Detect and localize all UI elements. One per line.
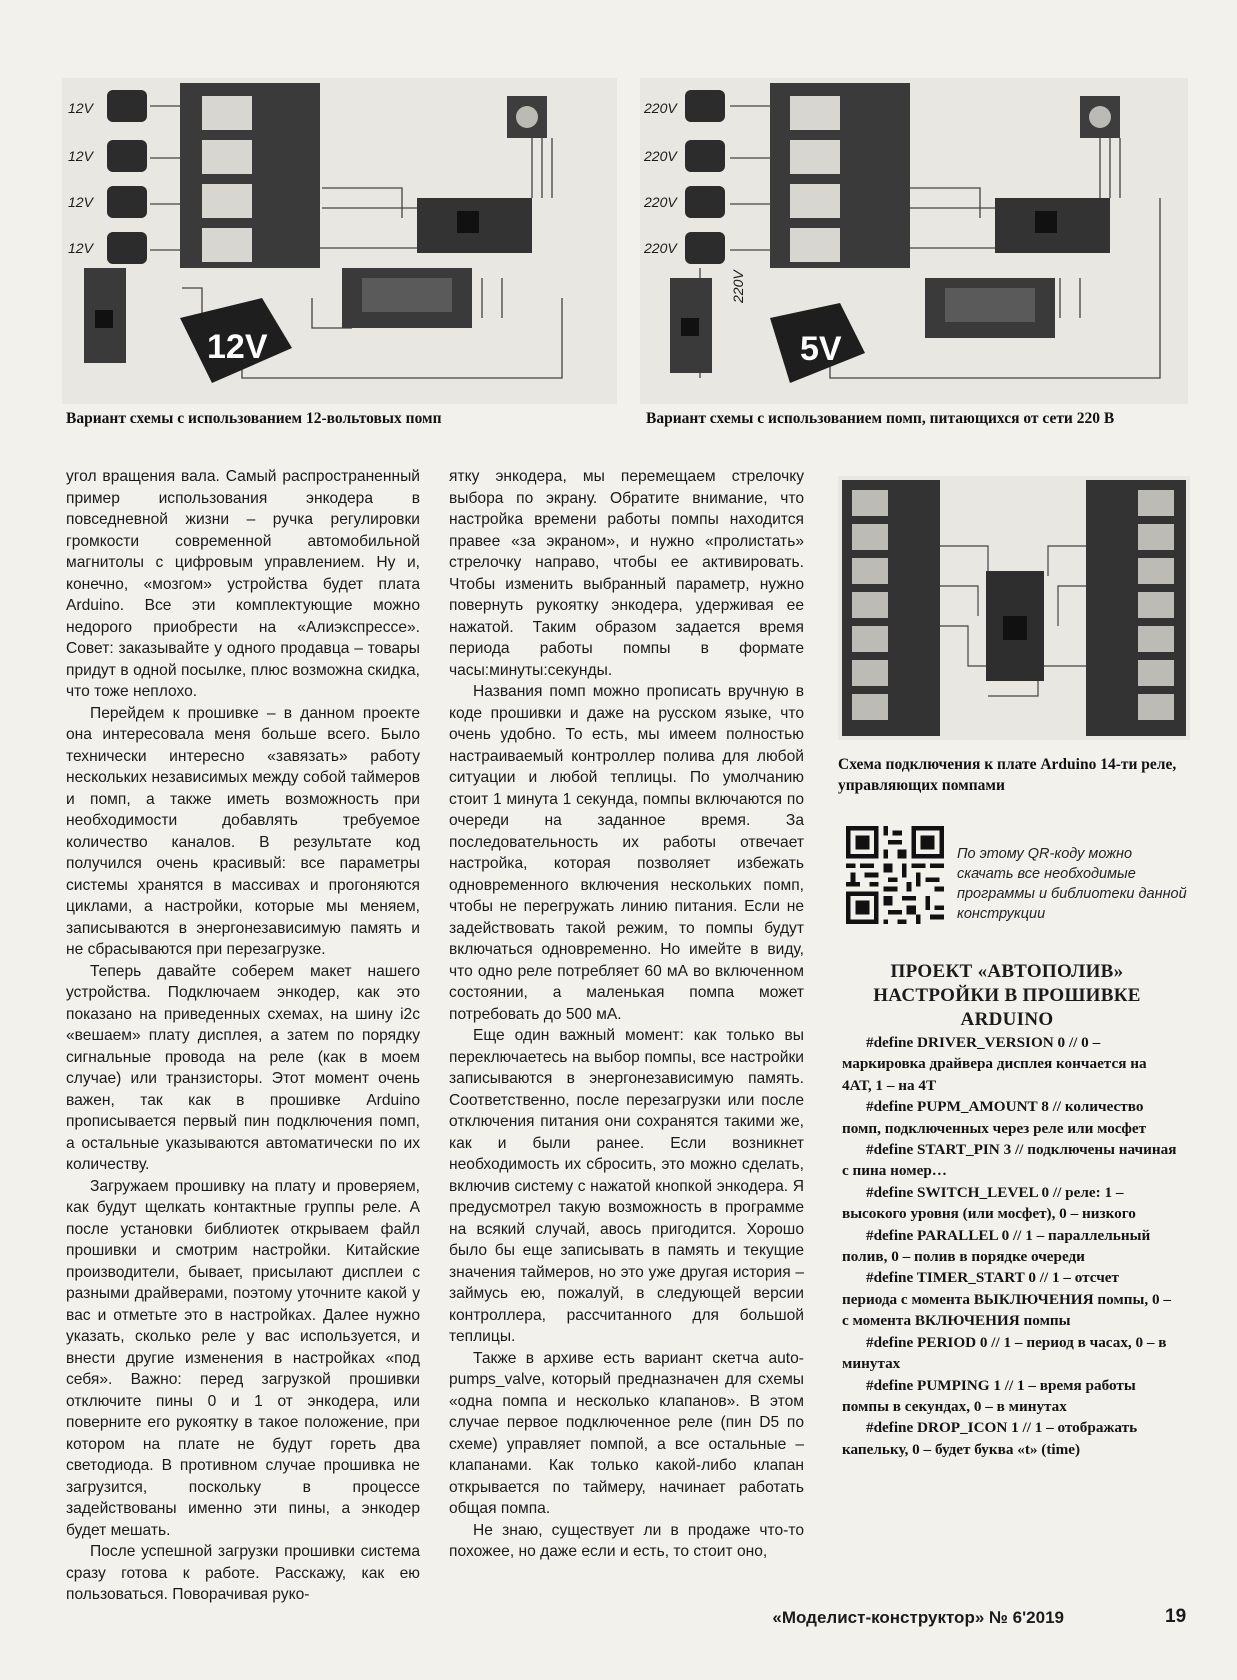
pump-label-1: 220V — [644, 100, 677, 116]
define-drop-icon: #define DROP_ICON 1 // 1 – отображать капельку, 0 – будет буква «t» (time) — [842, 1419, 1138, 1458]
qr-caption: По этому QR-коду можно скачать все необходимые программы и библиотеки данной конструкции — [957, 846, 1187, 922]
paragraph: Теперь давайте соберем макет нашего устройства. Подключаем энкодер, как это показано на приведенных схемах, на шину i2c «вешаем» плату дисплея, а затем по порядку сигнальные провода на реле (как в моем случае) или транзисторы. Этот момент очень важен, так как в прошивке Arduino прописывается первый пин подключения помп, а остальные указываются автоматически по их количеству. — [66, 962, 420, 1173]
pump-label-3: 220V — [644, 194, 677, 210]
pump-label-3: 12V — [68, 194, 93, 210]
caption-12v-scheme: Вариант схемы с использованием 12-вольтовых помп — [66, 410, 442, 427]
pump-label-4: 12V — [68, 240, 93, 256]
paragraph: угол вращения вала. Самый распространенный пример использования энкодера в повседневной жизни – ручка регулировки громкости современной автомобильной магнитолы с цифровым управлением. Ну и, конечно, «мозгом» устройства будет плата Arduino. Все эти комплектующие можно недорого приобрести на «Алиэкспрессе». Совет: заказывайте у одного продавца – товары придут в одной посылке, плюс возможна скидка, что тоже неплохо. — [66, 468, 420, 700]
heading-line-1: ПРОЕКТ «АВТОПОЛИВ» — [890, 961, 1124, 982]
scheme-220v-drawing — [640, 78, 1188, 404]
paragraph: Также в архиве есть вариант скетча auto-pumps_valve, который предназначен для схемы «одна помпа и несколько клапанов». В этом случае первое подключенное реле (пин D5 по схеме) управляет помпой, а все остальные – клапанами. Как только какой-либо клапан открывается по таймеру, начинает работать общая помпа. — [449, 1349, 804, 1517]
paragraph: Не знаю, существует ли в продаже что-то похожее, но даже если и есть, то стоит оно, — [449, 1521, 804, 1560]
paragraph: ятку энкодера, мы перемещаем стрелочку выбора по экрану. Обратите внимание, что настройка времени работы помпы находится правее «за экраном», и нужно «пролистать» стрелочку направо, чтобы ее активировать. Чтобы изменить выбранный параметр, нужно повернуть рукоятку энкодера, удерживая ее нажатой. Таким образом задается время периода работы помпы в формате часы:минуты:секунды. — [449, 468, 804, 679]
paragraph: Названия помп можно прописать вручную в коде прошивки и даже на русском языке, что очень удобно. То есть, мы имеем полностью настраиваемый контроллер полива для любой ситуации и любой теплицы. По умолчанию стоит 1 минута 1 секунда, помпы включаются по очереди на заданное время. За последовательность их работы отвечает настройка, которая позволяет избежать одновременного включения нескольких помп, чтобы не перегружать линию питания. Если не задействовать такой режим, то помпы будут включаться одновременно. Но имейте в виду, что одно реле потребляет 60 мА во включенном состоянии, а маленькая помпа может потребовать до 500 мА. — [449, 683, 804, 1023]
paragraph: Еще один важный момент: как только вы переключаетесь на выбор помпы, все настройки записываются в энергонезависимую память. Соответственно, после перезагрузки или после отключения питания они сохранятся такими же, как и были ранее. Если возникнет необходимость их сбросить, это можно сделать, включив систему с нажатой кнопкой энкодера. Я предусмотрел такую возможность в программе на всякий случай, авось пригодится. Хорошо было бы еще записывать в память и текущие значения таймеров, но это уже другая история – займусь ею, пожалуй, в следующей версии контроллера, рассчитанного для большой теплицы. — [449, 1027, 804, 1345]
sidebar-heading — [842, 960, 1172, 1032]
scheme-12v-drawing — [62, 78, 617, 404]
pump-label-2: 12V — [68, 148, 93, 164]
adapter-label-5v: 5V — [800, 330, 842, 368]
heading-line-2: НАСТРОЙКИ В ПРОШИВКЕ — [873, 985, 1141, 1006]
text-column-1 — [66, 466, 420, 1606]
paragraph: Загружаем прошивку на плату и проверяем, как будут щелкать контактные группы реле. А после установки библиотек открываем файл прошивки и смотрим настройки. Китайские производители, бывает, присылают дисплеи с разными драйверами, поэтому уточните какой у вас и отметьте это в настройках. Далее нужно указать, сколько реле у вас используется, и внести другие изменения в настройках «под себя». Важно: перед загрузкой прошивки отключите пины 0 и 1 от энкодера, или поверните его рукоятку в такое положение, при котором на плате не будут гореть два светодиода. В противном случае прошивка не загрузится, поскольку в процессе задействованы именно эти пины, а энкодер будет мешать. — [66, 1177, 420, 1539]
mains-label-220v: 220V — [730, 270, 746, 303]
figure-220v-scheme — [640, 78, 1188, 404]
define-switch-level: #define SWITCH_LEVEL 0 // реле: 1 – высокого уровня (или мосфет), 0 – низкого — [842, 1183, 1136, 1223]
figure-14-relay-scheme — [838, 476, 1190, 740]
figure-12v-scheme — [62, 78, 617, 404]
pump-label-1: 12V — [68, 100, 93, 116]
firmware-defines — [842, 1032, 1177, 1460]
define-pump-amount: #define PUPM_AMOUNT 8 // количество помп, подключенных через реле или мосфет — [842, 1098, 1147, 1137]
adapter-label-12v: 12V — [207, 328, 268, 366]
page-number: 19 — [1165, 1606, 1187, 1627]
define-period: #define PERIOD 0 // 1 – период в часах, 0 – в минутах — [842, 1333, 1167, 1373]
paragraph: Перейдем к прошивке – в данном проекте она интересовала меня больше всего. Было технически интересно «завязать» работу нескольких независимых между собой таймеров и помп, а также иметь возможность при необходимости добавлять требуемое количество каналов. В результате код получился очень красивый: все параметры системы хранятся в массивах и прогоняются циклами, а настройки, которые мы меняем, записываются в энергонезависимую память и не сбрасываются при перезагрузке. — [66, 704, 420, 958]
text-column-2 — [449, 466, 804, 1563]
scheme-14-relay-drawing — [838, 476, 1190, 740]
paragraph: После успешной загрузки прошивки система сразу готова к работе. Расскажу, как ею пользоваться. Поворачивая руко- — [66, 1543, 420, 1603]
define-pumping: #define PUMPING 1 // 1 – время работы помпы в секундах, 0 – в минутах — [842, 1376, 1136, 1415]
magazine-footer: «Моделист-конструктор» № 6'2019 — [772, 1608, 1064, 1627]
define-parallel: #define PARALLEL 0 // 1 – параллельный полив, 0 – полив в порядке очереди — [842, 1226, 1151, 1266]
caption-14-relay-scheme: Схема подключения к плате Arduino 14-ти реле, управляющих помпами — [838, 756, 1177, 794]
pump-label-2: 220V — [644, 148, 677, 164]
caption-220v-scheme: Вариант схемы с использованием помп, питающихся от сети 220 В — [646, 410, 1115, 427]
qr-code-icon[interactable] — [846, 826, 944, 924]
define-start-pin: #define START_PIN 3 // подключены начиная с пина номер… — [842, 1141, 1177, 1180]
pump-label-4: 220V — [644, 240, 677, 256]
define-timer-start: #define TIMER_START 0 // 1 – отсчет периода с момента ВЫКЛЮЧЕНИЯ помпы, 0 – с момента ВКЛЮЧЕНИЯ помпы — [842, 1269, 1171, 1330]
heading-line-3: ARDUINO — [960, 1009, 1054, 1030]
define-driver-version: #define DRIVER_VERSION 0 // 0 – маркировка драйвера дисплея кончается на 4АТ, 1 – на 4Т — [842, 1034, 1147, 1094]
